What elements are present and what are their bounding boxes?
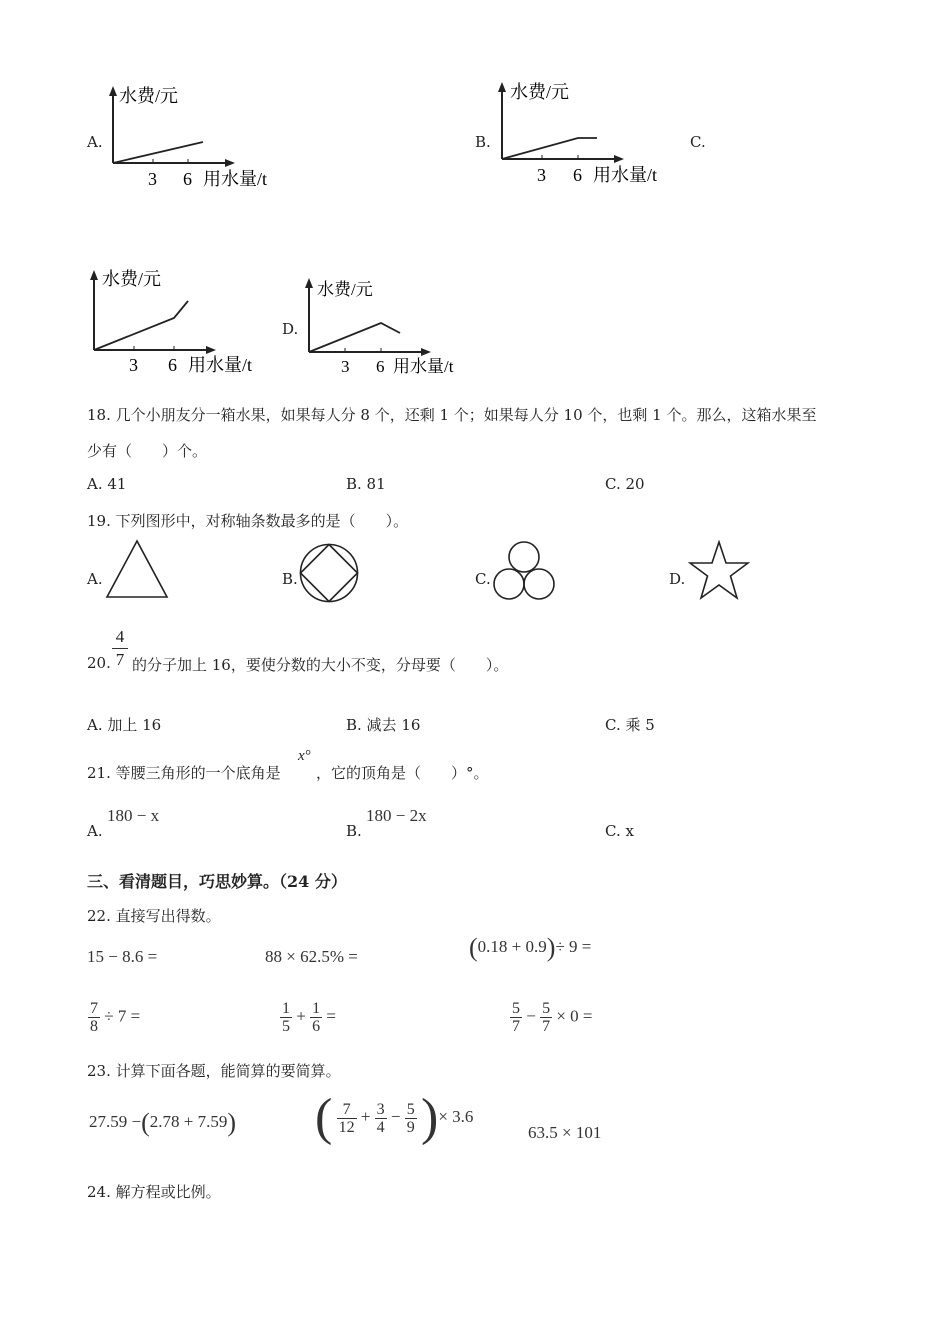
q22-expression-4: $\frac{7}{8}$ ÷ 7 = [90,1000,141,1035]
tick-label-6: 6 [183,169,192,189]
q19-option-a-label[interactable]: A. [87,570,103,588]
graph-a [100,80,290,190]
graph-line [309,323,400,352]
option-b-label: B. [475,133,491,151]
q22-expression-2: 88 × 62.5% = [265,947,358,966]
q22-expression-3-rest: ÷ 9 = [555,936,592,956]
q22-expression-1: 15 − 8.6 = [87,947,158,966]
q21-option-b-expression: 180 − 2x [366,806,427,825]
q20-fraction-numerator: 4 [112,626,128,649]
q21-option-a-label[interactable]: A. [87,822,103,840]
tick-label-3: 3 [129,355,138,375]
q20-stem: 的分子加上 16，要使分数的大小不变，分母要（ ）。 [132,656,509,674]
x-axis-label: 用水量/t [393,357,454,376]
option-a-label: A. [87,133,103,151]
q18-stem-line2: 少有（ ）个。 [87,442,208,460]
q20-fraction [112,626,128,671]
y-axis-arrow [90,270,98,280]
graph-line [94,301,188,350]
graph-d [297,272,487,384]
x-axis-label: 用水量/t [188,355,253,375]
q20-option-c[interactable]: C. 乘 5 [605,716,655,734]
q19-option-b-label[interactable]: B. [282,570,298,588]
tick-label-6: 6 [376,357,385,376]
q23-stem: 23. 计算下面各题，能简算的要简算。 [87,1062,341,1080]
q20-number: 20. [87,654,111,672]
q21-option-c[interactable]: C. x [605,822,634,840]
triangle-figure [104,538,170,600]
q18-stem-line1: 18. 几个小朋友分一箱水果，如果每人分 8 个，还剩 1 个；如果每人分 10 个，也剩 1 个。那么，这箱水果至 [87,406,817,424]
option-c-label: C. [690,133,706,151]
tick-label-6: 6 [573,165,582,185]
q18-option-c[interactable]: C. 20 [605,475,645,493]
three-circles-figure [488,540,560,604]
y-axis-label: 水费/元 [102,269,162,289]
y-axis-arrow [109,86,117,96]
star-figure [688,540,750,602]
q24-stem: 24. 解方程或比例。 [87,1183,221,1201]
q21-stem-end: ，它的顶角是（ ）°。 [316,764,489,782]
x-axis-label: 用水量/t [593,165,658,185]
q23-expression-2: ( $\frac{7}{12}$ + $\frac{3}{4}$ − $\frac{5}{9}$ )× 3.6 [315,1089,474,1146]
q18-option-a[interactable]: A. 41 [87,475,127,493]
q21-stem-start: 21. 等腰三角形的一个底角是 [87,764,281,782]
section-3-title: 三、看清题目，巧思妙算。（24 分） [87,872,347,891]
q21-option-a-expression: 180 − x [107,806,160,825]
graph-line [502,138,597,159]
x-axis-arrow [421,348,431,356]
circle-with-square-figure [298,542,360,604]
graph-b [490,76,680,186]
graph-line [113,142,203,163]
q20-fraction-denominator: 7 [115,650,125,669]
x-axis-arrow [225,159,235,167]
x-axis-label: 用水量/t [203,169,268,189]
q22-expression-5: $\frac{1}{5}$ + $\frac{1}{6}$ = [282,1000,336,1035]
q19-option-d-label[interactable]: D. [669,570,686,588]
tick-label-3: 3 [341,357,350,376]
tick-label-3: 3 [537,165,546,185]
q21-option-b-label[interactable]: B. [346,822,362,840]
q23-expression-1: 27.59 −(2.78 + 7.59) [89,1108,237,1137]
q20-option-a[interactable]: A. 加上 16 [87,716,162,734]
y-axis-arrow [498,82,506,92]
option-d-label: D. [282,320,299,338]
tick-label-6: 6 [168,355,177,375]
x-axis-arrow [614,155,624,163]
q22-expression-3-inner: 0.18 + 0.9 [477,936,547,956]
q19-option-c-label[interactable]: C. [475,570,491,588]
y-axis-label: 水费/元 [119,86,179,106]
q22-stem: 22. 直接写出得数。 [87,907,221,925]
q20-option-b[interactable]: B. 减去 16 [346,716,421,734]
q19-stem: 19. 下列图形中，对称轴条数最多的是（ ）。 [87,512,409,530]
graph-c [80,263,270,378]
y-axis-arrow [305,278,313,288]
q22-expression-3: (0.18 + 0.9)÷ 9 = [469,933,592,962]
q22-expression-6: $\frac{5}{7}$ − $\frac{5}{7}$ × 0 = [512,1000,593,1035]
tick-label-3: 3 [148,169,157,189]
q18-option-b[interactable]: B. 81 [346,475,386,493]
y-axis-label: 水费/元 [510,82,570,102]
y-axis-label: 水费/元 [317,280,373,299]
q23-expression-3: 63.5 × 101 [528,1123,602,1142]
x-axis-arrow [206,346,216,354]
q21-angle-x: x° [298,748,311,764]
